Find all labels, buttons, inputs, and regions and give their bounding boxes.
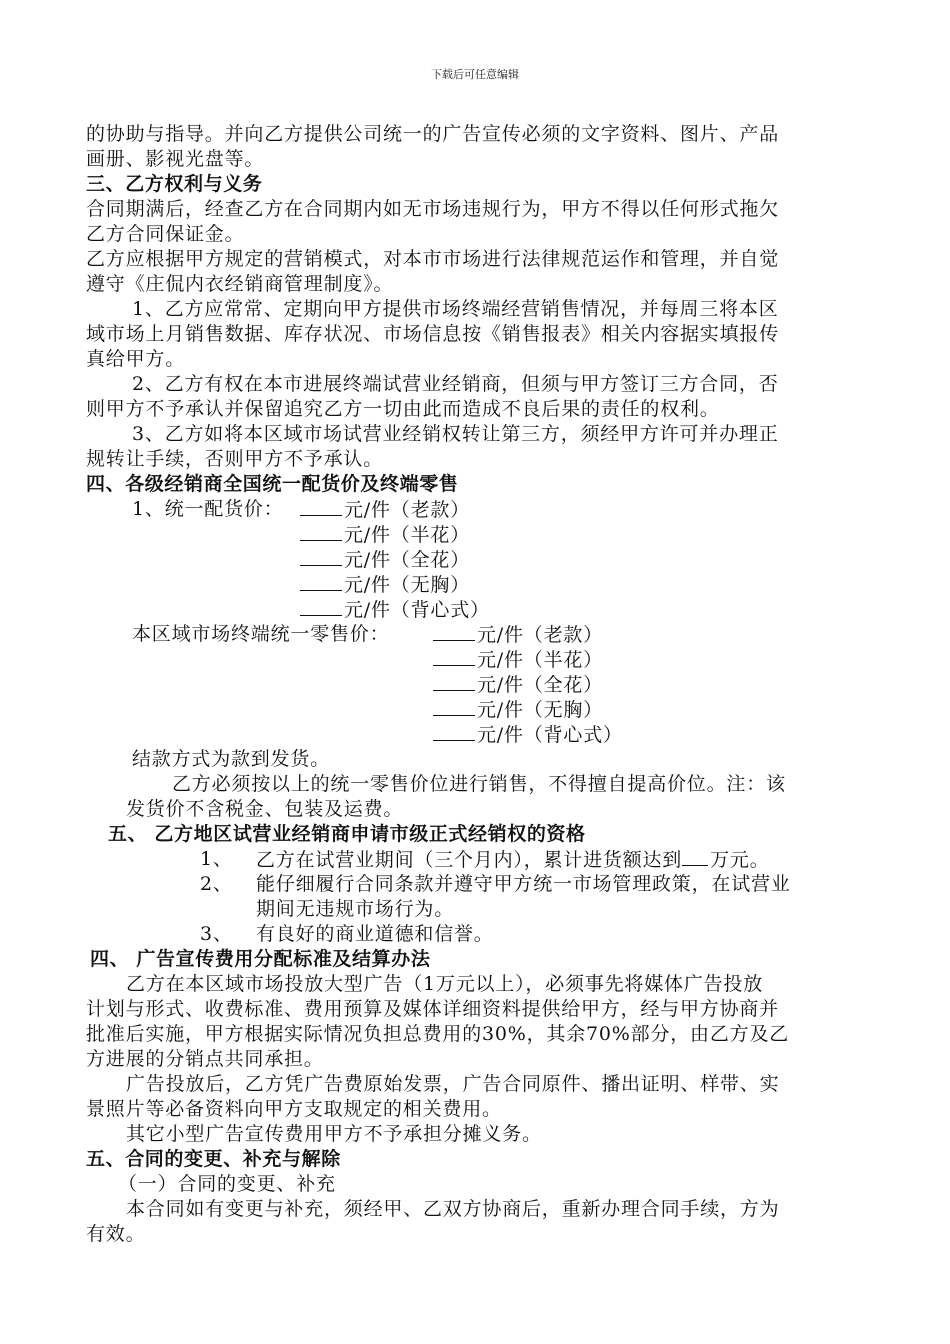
body-line: 广告投放后，乙方凭广告费原始发票，广告合同原件、播出证明、样带、实 <box>126 1073 780 1095</box>
body-line: 则甲方不予承认并保留追究乙方一切由此而造成不良后果的责任的权利。 <box>86 398 720 420</box>
body-line: 1、乙方应常常、定期向甲方提供市场终端经营销售情况，并每周三将本区 <box>132 298 779 320</box>
wholesale-price-row: 元/件（无胸） <box>300 572 470 597</box>
body-line: 计划与形式、收费标准、费用预算及媒体详细资料提供给甲方，经与甲方协商并 <box>86 998 780 1020</box>
section-heading-ad: 四、 广告宣传费用分配标准及结算办法 <box>90 948 431 970</box>
price-blank <box>300 522 342 541</box>
amount-blank <box>682 847 708 866</box>
body-line: 合同期满后，经查乙方在合同期内如无市场违规行为，甲方不得以任何形式拖欠 <box>86 198 780 220</box>
body-line: 发货价不含税金、包装及运费。 <box>126 798 404 820</box>
wholesale-price-row: 元/件（全花） <box>300 547 470 572</box>
price-blank <box>433 722 475 741</box>
section-heading-5b: 五、合同的变更、补充与解除 <box>86 1148 341 1170</box>
section-heading-4: 四、各级经销商全国统一配货价及终端零售 <box>86 473 459 495</box>
wholesale-price-row: 元/件（背心式） <box>300 597 490 622</box>
body-line: 结款方式为款到发货。 <box>132 748 331 770</box>
price-blank <box>433 622 475 641</box>
qualification-item-1: 乙方在试营业期间（三个月内），累计进货额达到 万元。 <box>256 849 770 871</box>
section-heading-3: 三、乙方权利与义务 <box>86 173 263 195</box>
retail-price-row: 元/件（老款） <box>433 622 603 647</box>
list-number: 1、 <box>200 848 233 870</box>
retail-price-row: 元/件（无胸） <box>433 697 603 722</box>
page-header-note: 下载后可任意编辑 <box>431 68 519 81</box>
body-line: 的协助与指导。并向乙方提供公司统一的广告宣传必须的文字资料、图片、产品 <box>86 123 780 145</box>
body-line: 乙方在本区域市场投放大型广告（1万元以上），必须事先将媒体广告投放 <box>126 973 763 995</box>
retail-price-row: 元/件（半花） <box>433 647 603 672</box>
body-line: 遵守《庄侃内衣经销商管理制度》。 <box>86 273 394 295</box>
body-line: 有效。 <box>86 1223 146 1245</box>
body-line: 规转让手续，否则甲方不予承认。 <box>86 448 384 470</box>
section-heading-5a: 五、 乙方地区试营业经销商申请市级正式经销权的资格 <box>108 823 586 845</box>
list-number: 2、 <box>200 873 233 895</box>
subsection-heading: （一）合同的变更、补充 <box>118 1173 336 1195</box>
qualification-item-3: 有良好的商业道德和信誉。 <box>256 923 494 945</box>
body-line: 画册、影视光盘等。 <box>86 148 265 170</box>
body-line: 方进展的分销点共同承担。 <box>86 1048 324 1070</box>
price-blank <box>300 572 342 591</box>
retail-price-label: 本区域市场终端统一零售价： <box>132 623 390 645</box>
retail-price-row: 元/件（背心式） <box>433 722 623 747</box>
retail-price-row: 元/件（全花） <box>433 672 603 697</box>
body-line: 3、乙方如将本区域市场试营业经销权转让第三方，须经甲方许可并办理正 <box>132 423 779 445</box>
body-line: 批准后实施，甲方根据实际情况负担总费用的30%，其余70%部分，由乙方及乙 <box>86 1023 790 1045</box>
body-line: 域市场上月销售数据、库存状况、市场信息按《销售报表》相关内容据实填报传 <box>86 323 780 345</box>
price-blank <box>433 672 475 691</box>
body-line: 乙方合同保证金。 <box>86 223 245 245</box>
price-blank <box>300 547 342 566</box>
wholesale-price-label: 1、统一配货价： <box>132 498 284 520</box>
body-line: 2、乙方有权在本市进展终端试营业经销商，但须与甲方签订三方合同，否 <box>132 373 779 395</box>
wholesale-price-row: 元/件（老款） <box>300 497 470 522</box>
price-blank <box>433 697 475 716</box>
body-line: 乙方应根据甲方规定的营销模式，对本市市场进行法律规范运作和管理，并自觉 <box>86 248 780 270</box>
qualification-item-2: 能仔细履行合同条款并遵守甲方统一市场管理政策，在试营业 <box>256 873 791 895</box>
body-line: 其它小型广告宣传费用甲方不予承担分摊义务。 <box>126 1123 542 1145</box>
body-line: 本合同如有变更与补充，须经甲、乙双方协商后，重新办理合同手续，方为 <box>126 1198 780 1220</box>
list-number: 3、 <box>200 923 233 945</box>
price-blank <box>433 647 475 666</box>
wholesale-price-row: 元/件（半花） <box>300 522 470 547</box>
body-line: 乙方必须按以上的统一零售价位进行销售，不得擅自提高价位。注：该 <box>172 773 786 795</box>
body-line: 真给甲方。 <box>86 348 186 370</box>
price-blank <box>300 597 342 616</box>
price-blank <box>300 497 342 516</box>
body-line: 景照片等必备资料向甲方支取规定的相关费用。 <box>86 1098 502 1120</box>
body-line: 期间无违规市场行为。 <box>256 898 455 920</box>
